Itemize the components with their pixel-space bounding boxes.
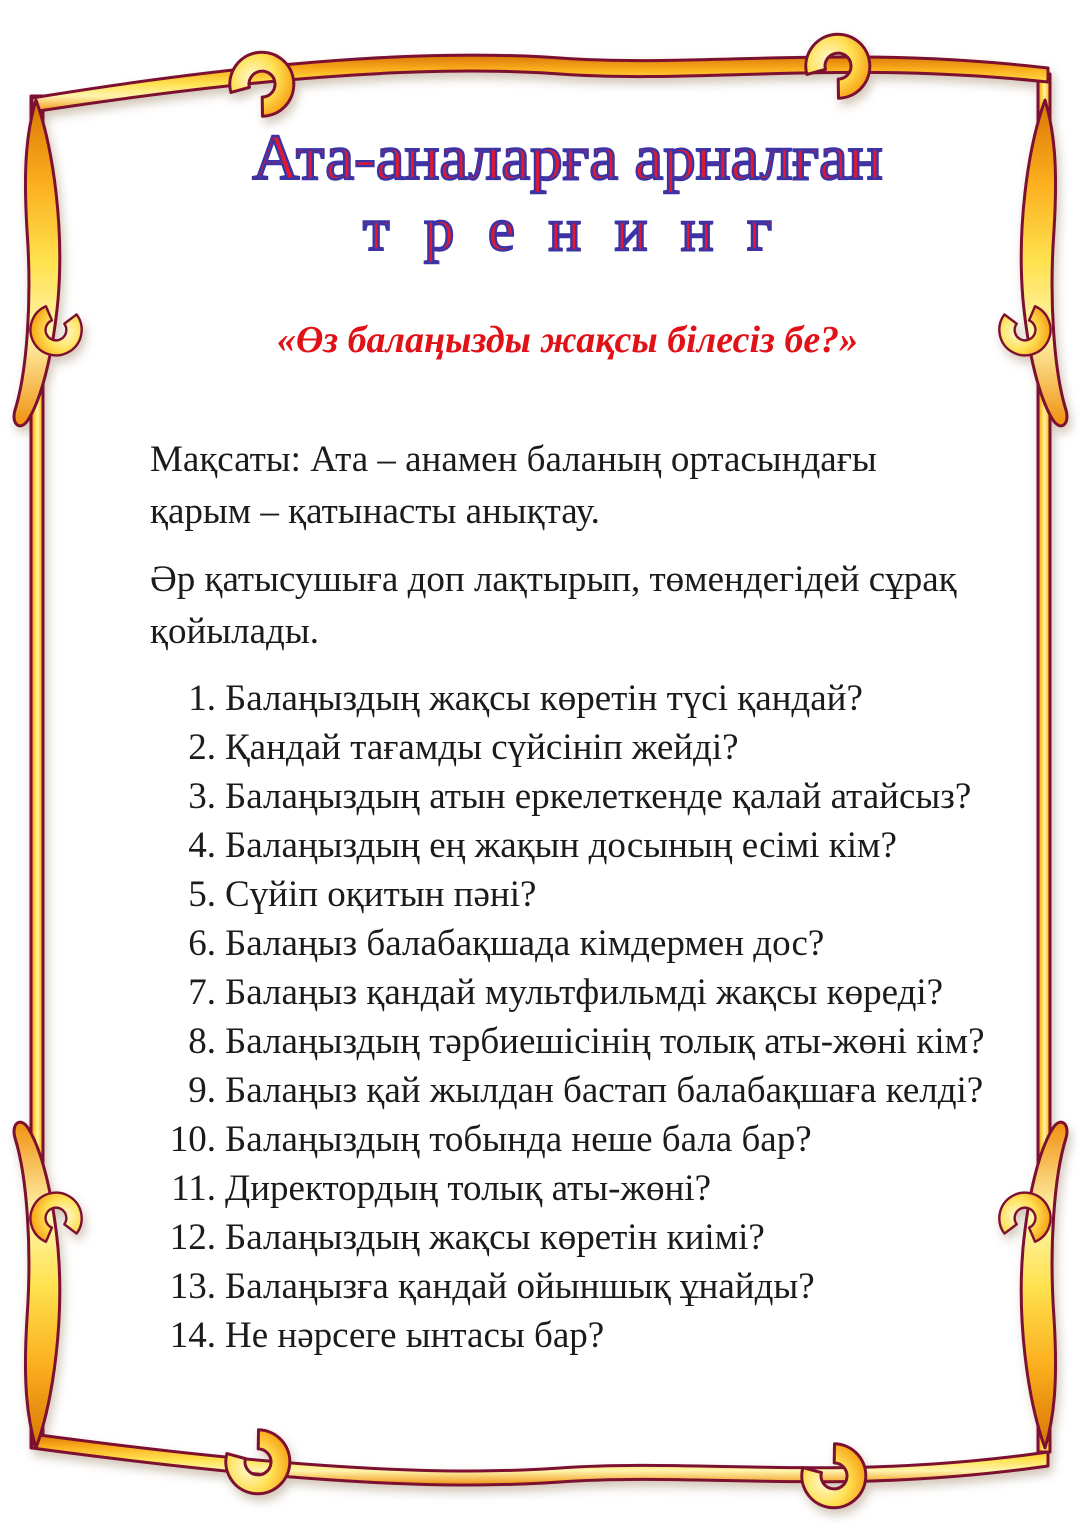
- question-number: 13.: [169, 1265, 216, 1307]
- question-text: Балаңыздың тобында неше бала бар?: [225, 1118, 812, 1160]
- question-text: Директордың толық аты-жөні?: [225, 1167, 712, 1209]
- question-text: Балаңыздың атын еркелеткенде қалай атайсыз?: [225, 775, 972, 817]
- question-number: 6.: [188, 922, 216, 964]
- question-number: 2.: [188, 726, 216, 768]
- question-number: 7.: [188, 971, 216, 1013]
- question-number: 14.: [169, 1314, 216, 1356]
- frame-top-curl-right: [802, 30, 874, 102]
- question-text: Балаңызға қандай ойыншық ұнайды?: [225, 1265, 815, 1307]
- page-title-line2: тренинг: [362, 196, 806, 264]
- frame-top-curl-left: [226, 48, 298, 120]
- frame-left-rod: [31, 96, 43, 1448]
- question-text: Балаңыздың жақсы көретін киімі?: [225, 1216, 765, 1258]
- question-item: [150, 1115, 985, 1164]
- paragraph-goal: Мақсаты: Ата – анамен баланың ортасындағы қарым – қатынасты анықтау.: [150, 438, 877, 532]
- frame-corner-top-left: [14, 100, 91, 426]
- question-text: Балаңыздың ең жақын досының есімі кім?: [225, 824, 897, 866]
- frame-corner-bottom-left: [14, 1122, 91, 1448]
- question-text: Қандай тағамды сүйсініп жейді?: [225, 726, 739, 768]
- question-item: [150, 1066, 985, 1115]
- question-number: 1.: [188, 677, 216, 719]
- question-item: [150, 821, 985, 870]
- page-title-line1: Ата-аналарға арналған: [252, 122, 883, 194]
- question-item: [150, 870, 985, 919]
- question-number: 4.: [188, 824, 216, 866]
- question-number: 8.: [188, 1020, 216, 1062]
- question-text: Не нәрсеге ынтасы бар?: [225, 1314, 605, 1356]
- question-item: [150, 772, 985, 821]
- frame-right-rod: [1038, 74, 1050, 1452]
- frame-corner-bottom-right: [990, 1122, 1067, 1448]
- question-number: 5.: [188, 873, 216, 915]
- question-item: [150, 674, 985, 723]
- paragraph-instruction: Әр қатысушыға доп лақтырып, төмендегідей сұрақ қойылады.: [150, 558, 957, 652]
- question-item: [150, 1213, 985, 1262]
- question-text: Сүйіп оқитын пәні?: [225, 873, 537, 915]
- question-number: 3.: [188, 775, 216, 817]
- question-number: 12.: [169, 1216, 216, 1258]
- frame-bottom-curl-left: [222, 1426, 294, 1498]
- question-text: Балаңыз қандай мультфильмді жақсы көреді?: [225, 971, 944, 1013]
- question-number: 11.: [171, 1167, 216, 1209]
- frame-bottom-band: [32, 1434, 1048, 1485]
- frame-bottom-curl-right: [798, 1440, 870, 1512]
- question-item: [150, 1017, 985, 1066]
- intro-paragraphs: [150, 434, 985, 658]
- question-number: 9.: [188, 1069, 216, 1111]
- question-item: [150, 723, 985, 772]
- question-item: [150, 1164, 985, 1213]
- question-text: Балаңыз қай жылдан бастап балабақшаға келді?: [225, 1069, 984, 1111]
- question-number: 10.: [169, 1118, 216, 1160]
- subtitle-quote: «Өз балаңызды жақсы білесіз бе?»: [276, 318, 859, 361]
- document-content: [150, 124, 985, 1360]
- question-item: [150, 1262, 985, 1311]
- question-item: [150, 968, 985, 1017]
- frame-top-band: [32, 55, 1048, 112]
- question-text: Балаңыз балабақшада кімдермен дос?: [225, 922, 825, 964]
- question-text: Балаңыздың тәрбиешісінің толық аты-жөні кім?: [225, 1020, 985, 1062]
- question-item: [150, 919, 985, 968]
- question-item: [150, 1311, 985, 1360]
- question-list: [150, 674, 985, 1360]
- frame-corner-top-right: [990, 100, 1067, 426]
- question-text: Балаңыздың жақсы көретін түсі қандай?: [225, 677, 863, 719]
